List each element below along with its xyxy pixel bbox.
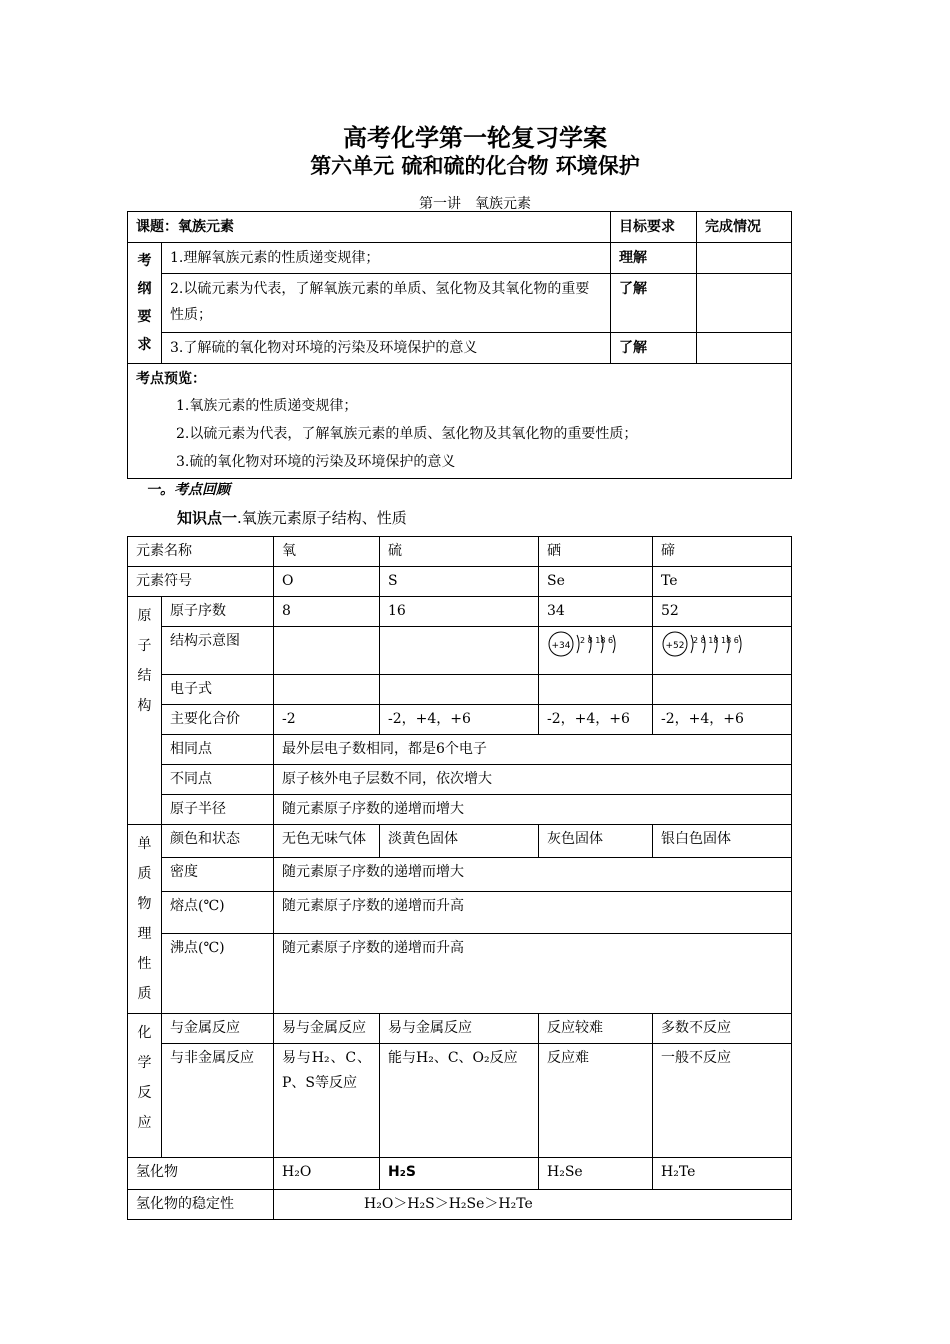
symbol-s: S (380, 567, 539, 597)
element-properties-table (127, 536, 792, 1220)
nonmetal-reaction-label: 与非金属反应 (162, 1044, 274, 1158)
page-subtitle: 第六单元 硫和硫的化合物 环境保护 (310, 154, 640, 178)
structure-group-label: 原 子 结 构 (128, 597, 162, 825)
valence-se: -2，+4，+6 (539, 705, 653, 735)
valence-te: -2，+4，+6 (653, 705, 792, 735)
knowledge-point-title (177, 507, 407, 528)
symbol-te: Te (653, 567, 792, 597)
requirement-1-goal: 理解 (611, 243, 697, 274)
physical-group-label: 单 质 物 理 性 质 (128, 825, 162, 1014)
goal-header: 目标要求 (611, 212, 697, 243)
valence-label: 主要化合价 (162, 705, 274, 735)
same-label: 相同点 (162, 735, 274, 765)
metal-reaction-label: 与金属反应 (162, 1014, 274, 1044)
boiling-point-label: 沸点(℃) (162, 933, 274, 1013)
nonmetal-reaction-se: 反应难 (539, 1044, 653, 1158)
color-label: 颜色和状态 (162, 825, 274, 858)
svg-text:2 8 18 6: 2 8 18 6 (580, 636, 614, 645)
course-requirements-table (127, 211, 792, 479)
outline-label: 考 纲 要 求 (128, 243, 162, 364)
section-heading: 一。考点回顾 (146, 482, 230, 498)
color-te: 银白色固体 (653, 825, 792, 858)
name-o: 氧 (274, 537, 380, 567)
diagram-o (274, 627, 380, 675)
topic-cell: 课题：氧族元素 (128, 212, 611, 243)
te-structure-diagram (661, 629, 751, 663)
atomic-number-te: 52 (653, 597, 792, 627)
atomic-number-label: 原子序数 (162, 597, 274, 627)
name-s: 硫 (380, 537, 539, 567)
requirement-2-status (697, 274, 792, 332)
nonmetal-reaction-o: 易与H₂、C、P、S等反应 (274, 1044, 380, 1158)
name-te: 碲 (653, 537, 792, 567)
nonmetal-reaction-te: 一般不反应 (653, 1044, 792, 1158)
hydride-se: H₂Se (539, 1158, 653, 1190)
symbol-label: 元素符号 (128, 567, 274, 597)
density-label: 密度 (162, 858, 274, 891)
name-se: 硒 (539, 537, 653, 567)
diagram-te (653, 627, 792, 675)
stability-text: H₂O＞H₂S＞H₂Se＞H₂Te (274, 1190, 792, 1220)
diagram-se (539, 627, 653, 675)
diff-text: 原子核外电子层数不同，依次增大 (274, 765, 792, 795)
svg-text:+34: +34 (551, 641, 571, 651)
atomic-number-o: 8 (274, 597, 380, 627)
requirement-3-status (697, 332, 792, 363)
metal-reaction-s: 易与金属反应 (380, 1014, 539, 1044)
metal-reaction-o: 易与金属反应 (274, 1014, 380, 1044)
stability-label: 氢化物的稳定性 (128, 1190, 274, 1220)
knowledge-point-label: 知识点一 (177, 509, 238, 527)
radius-text: 随元素原子序数的递增而增大 (274, 795, 792, 825)
requirement-3: 3.了解硫的氧化物对环境的污染及环境保护的意义 (162, 332, 611, 363)
boiling-point-text: 随元素原子序数的递增而升高 (274, 933, 792, 1013)
metal-reaction-te: 多数不反应 (653, 1014, 792, 1044)
requirement-1-status (697, 243, 792, 274)
requirement-2: 2.以硫元素为代表，了解氧族元素的单质、氢化物及其氧化物的重要性质； (162, 274, 611, 332)
hydride-te: H₂Te (653, 1158, 792, 1190)
requirement-2-goal: 了解 (611, 274, 697, 332)
diagram-s (380, 627, 539, 675)
chemical-group-label: 化 学 反 应 (128, 1014, 162, 1158)
svg-text:2 8 18 18 6: 2 8 18 18 6 (693, 636, 739, 645)
metal-reaction-se: 反应较难 (539, 1014, 653, 1044)
symbol-o: O (274, 567, 380, 597)
hydride-s: H₂S (380, 1158, 539, 1190)
preview-item: 2.以硫元素为代表，了解氧族元素的单质、氢化物及其氧化物的重要性质； (176, 426, 638, 442)
preview-item: 1.氧族元素的性质递变规律； (176, 398, 358, 414)
atomic-number-se: 34 (539, 597, 653, 627)
preview-cell (128, 364, 792, 479)
color-se: 灰色固体 (539, 825, 653, 858)
name-label: 元素名称 (128, 537, 274, 567)
hydride-label: 氢化物 (128, 1158, 274, 1190)
hydride-o: H₂O (274, 1158, 380, 1190)
density-text: 随元素原子序数的递增而增大 (274, 858, 792, 891)
requirement-3-goal: 了解 (611, 332, 697, 363)
diagram-label: 结构示意图 (162, 627, 274, 675)
melting-point-label: 熔点(℃) (162, 891, 274, 933)
preview-item: 3.硫的氧化物对环境的污染及环境保护的意义 (176, 454, 456, 470)
se-structure-diagram (547, 629, 627, 663)
color-s: 淡黄色固体 (380, 825, 539, 858)
color-o: 无色无味气体 (274, 825, 380, 858)
nonmetal-reaction-s: 能与H₂、C、O₂反应 (380, 1044, 539, 1158)
atomic-number-s: 16 (380, 597, 539, 627)
lecture-title: 第一讲 氧族元素 (419, 196, 531, 212)
knowledge-point-text: .氧族元素原子结构、性质 (237, 509, 407, 527)
valence-o: -2 (274, 705, 380, 735)
radius-label: 原子半径 (162, 795, 274, 825)
electron-formula-label: 电子式 (162, 675, 274, 705)
valence-s: -2，+4，+6 (380, 705, 539, 735)
page-title: 高考化学第一轮复习学案 (343, 124, 607, 152)
preview-label: 考点预览： (136, 371, 206, 387)
melting-point-text: 随元素原子序数的递增而升高 (274, 891, 792, 933)
symbol-se: Se (539, 567, 653, 597)
requirement-1: 1.理解氧族元素的性质递变规律； (162, 243, 611, 274)
svg-text:+52: +52 (665, 641, 685, 651)
diff-label: 不同点 (162, 765, 274, 795)
status-header: 完成情况 (697, 212, 792, 243)
same-text: 最外层电子数相同，都是6个电子 (274, 735, 792, 765)
